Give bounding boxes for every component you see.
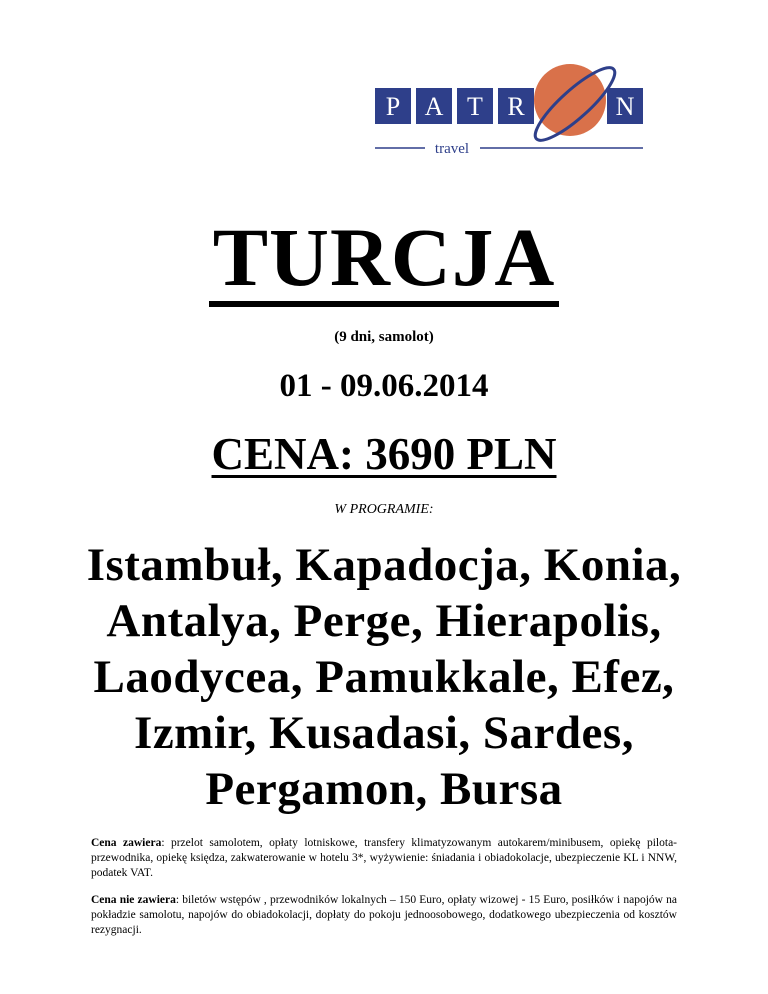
title-text: TURCJA [209,213,560,307]
logo-letter: T [467,92,483,121]
trip-subtitle: (9 dni, samolot) [334,329,434,345]
price-includes [91,836,677,881]
destinations-line: Izmir, Kusadasi, Sardes, [134,707,634,759]
destinations-list [0,537,768,817]
destinations-line: Pergamon, Bursa [205,763,563,815]
excludes-text: : biletów wstępów , przewodników lokalnych – 150 Euro, opłaty wizowej - 15 Euro, posiłków i napojów na pokładzie samolotu, napojów do obiadokolacji, dopłaty do pokoju jednoosobowego, dodatkowego ubezpieczenia od kosztów rezygnacji. [91,894,677,936]
trip-price [0,428,768,480]
logo-letter: N [615,92,635,121]
excludes-label: Cena nie zawiera [91,894,176,906]
logo-letter: A [424,92,444,121]
destinations-line: Laodycea, Pamukkale, Efez, [93,651,675,703]
destinations-line: Antalya, Perge, Hierapolis, [106,595,662,647]
program-label: W PROGRAMIE: [334,502,434,517]
includes-text: : przelot samolotem, opłaty lotniskowe, transfery klimatyzowanym autokarem/minibusem, opiekę pilota-przewodnika, opiekę księdza, zakwaterowanie w hotelu 3*, wyżywienie: śniadania i obiadokolacje, ubezpieczenie KL i NNW, podatek VAT. [91,837,677,879]
destinations-line: Istambuł, Kapadocja, Konia, [86,539,682,591]
price-notes [91,836,677,950]
logo-letter: R [507,92,525,121]
page-title [0,213,768,307]
price-excludes [91,893,677,938]
logo-tagline: travel [434,141,470,157]
trip-dates: 01 - 09.06.2014 [279,368,489,404]
logo-letter: P [385,92,401,121]
includes-label: Cena zawiera [91,837,162,849]
sun-orbit-logo-icon [370,62,660,162]
price-text: CENA: 3690 PLN [211,429,557,479]
patron-travel-logo [370,62,660,162]
